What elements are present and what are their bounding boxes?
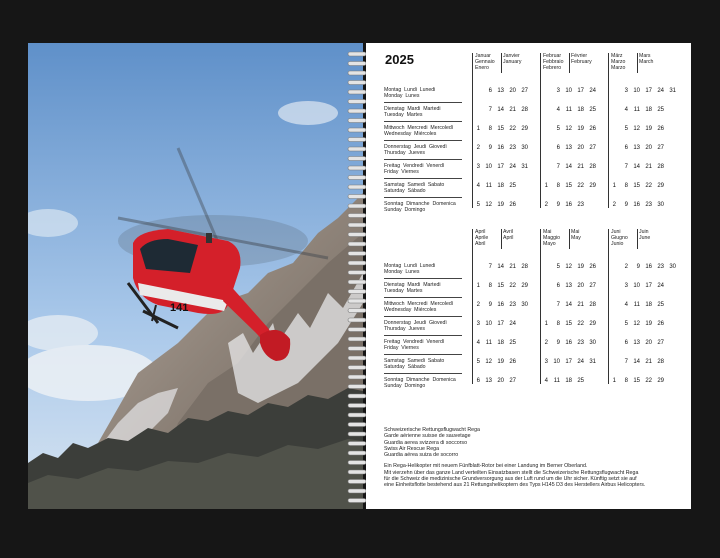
day-number: 28 xyxy=(657,359,664,365)
day-number: 21 xyxy=(645,164,652,170)
day-number: 30 xyxy=(521,302,528,308)
day-number: 2 xyxy=(612,202,616,208)
day-number: 26 xyxy=(589,264,596,270)
day-number: 27 xyxy=(509,378,516,384)
day-number: 13 xyxy=(633,145,640,151)
spiral-ring xyxy=(348,195,366,199)
day-number: 29 xyxy=(589,183,596,189)
day-number: 13 xyxy=(497,88,504,94)
day-number: 26 xyxy=(589,126,596,132)
month-name: Februar Febbraio Febrero xyxy=(543,53,564,71)
month-name: Mai Maggio Mayo xyxy=(543,229,561,247)
weekday-label: Samstag Samedi Sabato Saturday Sábado xyxy=(384,182,445,194)
day-number: 27 xyxy=(589,145,596,151)
day-number: 25 xyxy=(657,302,664,308)
spiral-ring xyxy=(348,451,366,455)
spiral-ring xyxy=(348,176,366,180)
day-number: 24 xyxy=(657,283,664,289)
weekday-label: Montag Lundi Lunedi Monday Lunes xyxy=(384,263,436,275)
day-number: 24 xyxy=(657,88,664,94)
spiral-ring xyxy=(348,404,366,408)
spiral-ring xyxy=(348,299,366,303)
day-number: 12 xyxy=(565,264,572,270)
day-number: 8 xyxy=(488,283,492,289)
day-number: 4 xyxy=(544,378,548,384)
row-divider xyxy=(384,354,462,355)
day-number: 26 xyxy=(509,202,516,208)
spiral-ring xyxy=(348,328,366,332)
day-number: 10 xyxy=(565,88,572,94)
weekday-label: Dienstag Mardi Martedi Tuesday Martes xyxy=(384,282,441,294)
month-separator xyxy=(569,229,570,249)
day-number: 8 xyxy=(624,378,628,384)
day-number: 7 xyxy=(488,264,492,270)
spiral-ring xyxy=(348,280,366,284)
day-number: 4 xyxy=(624,107,628,113)
day-number: 28 xyxy=(521,107,528,113)
day-number: 2 xyxy=(544,340,548,346)
day-number: 25 xyxy=(509,183,516,189)
weekday-label: Montag Lundi Lunedi Monday Lunes xyxy=(384,87,436,99)
day-number: 19 xyxy=(497,202,504,208)
day-number: 18 xyxy=(577,107,584,113)
day-number: 15 xyxy=(565,321,572,327)
day-number: 8 xyxy=(556,183,560,189)
spiral-ring xyxy=(348,470,366,474)
day-number: 7 xyxy=(556,164,560,170)
spiral-ring xyxy=(348,480,366,484)
day-number: 5 xyxy=(556,264,560,270)
spiral-ring xyxy=(348,489,366,493)
calendar-year: 2025 xyxy=(385,52,414,67)
month-separator xyxy=(501,53,502,73)
day-number: 10 xyxy=(633,283,640,289)
spiral-ring xyxy=(348,185,366,189)
day-number: 5 xyxy=(624,321,628,327)
row-divider xyxy=(384,278,462,279)
spiral-ring xyxy=(348,81,366,85)
day-number: 8 xyxy=(624,183,628,189)
month-name: April Aprile Abril xyxy=(475,229,489,247)
caption-line: Swiss Air Rescue Rega xyxy=(384,445,440,452)
spiral-ring xyxy=(348,157,366,161)
spiral-ring xyxy=(348,204,366,208)
month-separator xyxy=(637,229,638,249)
spiral-ring xyxy=(348,318,366,322)
spiral-ring xyxy=(348,309,366,313)
spiral-ring xyxy=(348,119,366,123)
day-number: 1 xyxy=(544,183,548,189)
day-number: 28 xyxy=(589,164,596,170)
day-number: 10 xyxy=(485,164,492,170)
day-number: 14 xyxy=(497,264,504,270)
day-number: 29 xyxy=(521,126,528,132)
day-number: 9 xyxy=(556,202,560,208)
day-number: 5 xyxy=(476,359,480,365)
helicopter-marking: 141 xyxy=(170,302,189,314)
day-number: 15 xyxy=(633,183,640,189)
day-number: 16 xyxy=(497,302,504,308)
weekday-label: Freitag Vendredi Venerdì Friday Viernes xyxy=(384,163,445,175)
day-number: 29 xyxy=(521,283,528,289)
day-number: 2 xyxy=(476,145,480,151)
month-separator xyxy=(637,53,638,73)
weekday-label: Mittwoch Mercredi Mercoledì Wednesday Miércoles xyxy=(384,125,454,137)
row-divider xyxy=(384,373,462,374)
day-number: 20 xyxy=(645,145,652,151)
caption xyxy=(384,427,645,489)
weekday-label: Samstag Samedi Sabato Saturday Sábado xyxy=(384,358,445,370)
day-number: 6 xyxy=(556,283,560,289)
spiral-ring xyxy=(348,233,366,237)
day-number: 23 xyxy=(645,202,652,208)
month-name: Januar Gennaio Enero xyxy=(475,53,495,71)
spiral-ring xyxy=(348,356,366,360)
day-number: 23 xyxy=(577,202,584,208)
spiral-ring xyxy=(348,413,366,417)
day-number: 11 xyxy=(485,340,492,346)
row-divider xyxy=(384,102,462,103)
day-number: 3 xyxy=(544,359,548,365)
spiral-ring xyxy=(348,290,366,294)
day-number: 13 xyxy=(565,283,572,289)
day-number: 23 xyxy=(577,340,584,346)
day-number: 3 xyxy=(476,321,480,327)
day-number: 20 xyxy=(645,340,652,346)
day-number: 11 xyxy=(565,107,572,113)
day-number: 5 xyxy=(556,126,560,132)
day-number: 17 xyxy=(497,321,504,327)
day-number: 13 xyxy=(485,378,492,384)
day-number: 15 xyxy=(565,183,572,189)
day-number: 24 xyxy=(509,164,516,170)
day-number: 17 xyxy=(565,359,572,365)
cloud xyxy=(278,101,338,125)
day-number: 22 xyxy=(509,283,516,289)
weekday-label: Sonntag Dimanche Domenica Sunday Domingo xyxy=(384,377,456,389)
day-number: 26 xyxy=(657,321,664,327)
spiral-ring xyxy=(348,375,366,379)
caption-line: Guardia aerea svizzera di soccorso xyxy=(384,439,468,446)
row-divider xyxy=(384,316,462,317)
month-name: Mars March xyxy=(639,53,654,65)
day-number: 16 xyxy=(497,145,504,151)
day-number: 30 xyxy=(589,340,596,346)
day-number: 1 xyxy=(612,378,616,384)
row-divider xyxy=(384,121,462,122)
month-name: Avril April xyxy=(503,229,514,241)
spiral-ring xyxy=(348,214,366,218)
day-number: 11 xyxy=(633,302,640,308)
day-number: 6 xyxy=(624,145,628,151)
spiral-ring xyxy=(348,166,366,170)
day-number: 9 xyxy=(488,302,492,308)
day-number: 25 xyxy=(589,107,596,113)
spiral-ring xyxy=(348,128,366,132)
spiral-ring xyxy=(348,442,366,446)
month-name: Juin June xyxy=(639,229,651,241)
day-number: 27 xyxy=(657,145,664,151)
row-divider xyxy=(384,335,462,336)
photo-page xyxy=(28,43,363,509)
day-number: 22 xyxy=(509,126,516,132)
day-number: 4 xyxy=(556,107,560,113)
day-number: 16 xyxy=(565,202,572,208)
day-number: 16 xyxy=(633,202,640,208)
weekday-label: Donnerstag Jeudi Giovedì Thursday Jueves xyxy=(384,144,447,156)
day-number: 15 xyxy=(497,283,504,289)
day-number: 17 xyxy=(645,88,652,94)
day-number: 14 xyxy=(565,164,572,170)
day-number: 6 xyxy=(556,145,560,151)
day-number: 9 xyxy=(556,340,560,346)
day-number: 16 xyxy=(565,340,572,346)
spiral-ring xyxy=(348,242,366,246)
day-number: 7 xyxy=(624,164,628,170)
day-number: 13 xyxy=(565,145,572,151)
day-number: 11 xyxy=(633,107,640,113)
caption-paragraph: eine Einheitsflotte bestehend aus 21 Rettungshelikoptern des Typs H145 D3 des Herstellers Airbus Helicopters. xyxy=(384,482,646,489)
day-number: 23 xyxy=(509,302,516,308)
day-number: 29 xyxy=(657,183,664,189)
caption-paragraph: Ein Rega-Helikopter mit neuem Fünfblatt-Rotor bei einer Landung im Berner Oberland. xyxy=(384,463,588,470)
spiral-ring xyxy=(348,337,366,341)
day-number: 19 xyxy=(577,264,584,270)
helicopter-photo xyxy=(28,43,363,509)
day-number: 5 xyxy=(476,202,480,208)
day-number: 24 xyxy=(509,321,516,327)
day-number: 10 xyxy=(633,88,640,94)
day-number: 19 xyxy=(497,359,504,365)
spiral-ring xyxy=(348,261,366,265)
day-number: 26 xyxy=(657,126,664,132)
day-number: 31 xyxy=(669,88,676,94)
day-number: 1 xyxy=(476,283,480,289)
day-number: 31 xyxy=(521,164,528,170)
day-number: 22 xyxy=(645,378,652,384)
day-number: 22 xyxy=(577,183,584,189)
day-number: 30 xyxy=(521,145,528,151)
spiral-ring xyxy=(348,147,366,151)
caption-line: Garde aérienne suisse de sauvetage xyxy=(384,433,471,440)
spiral-ring xyxy=(348,90,366,94)
spiral-ring xyxy=(348,252,366,256)
day-number: 2 xyxy=(476,302,480,308)
day-number: 17 xyxy=(497,164,504,170)
day-number: 29 xyxy=(589,321,596,327)
day-number: 27 xyxy=(521,88,528,94)
day-number: 24 xyxy=(589,88,596,94)
weekday-label: Sonntag Dimanche Domenica Sunday Domingo xyxy=(384,201,456,213)
spiral-ring xyxy=(348,109,366,113)
day-number: 22 xyxy=(645,183,652,189)
day-number: 31 xyxy=(589,359,596,365)
day-number: 8 xyxy=(488,126,492,132)
day-number: 5 xyxy=(624,126,628,132)
day-number: 25 xyxy=(577,378,584,384)
day-number: 18 xyxy=(497,183,504,189)
caption-paragraph: für die Schweiz die medizinische Grundversorgung aus der Luft rund um die Uhr sicher. Künftig setzt sie auf xyxy=(384,476,637,483)
day-number: 18 xyxy=(565,378,572,384)
day-number: 21 xyxy=(509,264,516,270)
day-number: 19 xyxy=(645,126,652,132)
day-number: 10 xyxy=(553,359,560,365)
day-number: 10 xyxy=(485,321,492,327)
month-name: März Marzo Marzo xyxy=(611,53,626,71)
day-number: 28 xyxy=(521,264,528,270)
day-number: 14 xyxy=(565,302,572,308)
spiral-ring xyxy=(348,271,366,275)
day-number: 21 xyxy=(577,164,584,170)
spiral-ring xyxy=(348,71,366,75)
spiral-ring xyxy=(348,423,366,427)
day-number: 26 xyxy=(509,359,516,365)
day-number: 29 xyxy=(657,378,664,384)
day-number: 24 xyxy=(577,359,584,365)
day-number: 30 xyxy=(669,264,676,270)
spiral-ring xyxy=(348,461,366,465)
month-name: Janvier January xyxy=(503,53,522,65)
spiral-ring xyxy=(348,394,366,398)
weekday-label: Donnerstag Jeudi Giovedì Thursday Jueves xyxy=(384,320,447,332)
spiral-ring xyxy=(348,52,366,56)
day-number: 1 xyxy=(476,126,480,132)
month-name: Juni Giugno Junio xyxy=(611,229,628,247)
day-number: 30 xyxy=(657,202,664,208)
spiral-ring xyxy=(348,62,366,66)
caption-line: Schweizerische Rettungsflugwacht Rega xyxy=(384,427,480,433)
day-number: 15 xyxy=(633,378,640,384)
day-number: 28 xyxy=(589,302,596,308)
day-number: 18 xyxy=(645,107,652,113)
day-number: 22 xyxy=(577,321,584,327)
month-separator xyxy=(501,229,502,249)
day-number: 12 xyxy=(633,321,640,327)
spiral-ring xyxy=(348,138,366,142)
day-number: 1 xyxy=(544,321,548,327)
day-number: 21 xyxy=(577,302,584,308)
day-number: 7 xyxy=(556,302,560,308)
day-number: 3 xyxy=(624,88,628,94)
spiral-ring xyxy=(348,100,366,104)
day-number: 18 xyxy=(645,302,652,308)
spiral-binding xyxy=(346,48,368,508)
calendar-page xyxy=(366,43,691,509)
day-number: 4 xyxy=(476,183,480,189)
weekday-label: Mittwoch Mercredi Mercoledì Wednesday Miércoles xyxy=(384,301,454,313)
day-number: 12 xyxy=(485,202,492,208)
caption-paragraph: Mit vierzehn über das ganze Land verteilten Einsatzbasen stellt die Schweizerische Rettungsflugwacht Rega xyxy=(384,469,639,476)
day-number: 14 xyxy=(633,164,640,170)
month-name: Février February xyxy=(571,53,592,65)
day-number: 1 xyxy=(612,183,616,189)
day-number: 19 xyxy=(577,126,584,132)
day-number: 3 xyxy=(556,88,560,94)
month-separator xyxy=(608,229,609,384)
day-number: 7 xyxy=(488,107,492,113)
day-number: 4 xyxy=(476,340,480,346)
day-number: 11 xyxy=(485,183,492,189)
day-number: 12 xyxy=(565,126,572,132)
day-number: 17 xyxy=(645,283,652,289)
day-number: 27 xyxy=(589,283,596,289)
spiral-ring xyxy=(348,223,366,227)
spiral-ring xyxy=(348,385,366,389)
day-number: 3 xyxy=(476,164,480,170)
day-number: 4 xyxy=(624,302,628,308)
day-number: 20 xyxy=(577,145,584,151)
day-number: 21 xyxy=(509,107,516,113)
day-number: 23 xyxy=(657,264,664,270)
day-number: 15 xyxy=(497,126,504,132)
day-number: 25 xyxy=(657,107,664,113)
day-number: 23 xyxy=(509,145,516,151)
day-number: 16 xyxy=(645,264,652,270)
day-number: 20 xyxy=(509,88,516,94)
day-number: 9 xyxy=(488,145,492,151)
day-number: 9 xyxy=(636,264,640,270)
day-number: 21 xyxy=(645,359,652,365)
day-number: 14 xyxy=(633,359,640,365)
day-number: 12 xyxy=(485,359,492,365)
row-divider xyxy=(384,159,462,160)
month-name: Mai May xyxy=(571,229,581,241)
day-number: 6 xyxy=(488,88,492,94)
day-number: 20 xyxy=(497,378,504,384)
day-number: 7 xyxy=(624,359,628,365)
month-separator xyxy=(569,53,570,73)
day-number: 28 xyxy=(657,164,664,170)
spiral-ring xyxy=(348,499,366,503)
day-number: 25 xyxy=(509,340,516,346)
row-divider xyxy=(384,297,462,298)
day-number: 6 xyxy=(476,378,480,384)
day-number: 11 xyxy=(553,378,560,384)
day-number: 19 xyxy=(645,321,652,327)
row-divider xyxy=(384,178,462,179)
spiral-ring xyxy=(348,366,366,370)
spiral-ring xyxy=(348,432,366,436)
day-number: 8 xyxy=(556,321,560,327)
day-number: 14 xyxy=(497,107,504,113)
day-number: 9 xyxy=(624,202,628,208)
day-number: 12 xyxy=(633,126,640,132)
day-number: 3 xyxy=(624,283,628,289)
day-number: 18 xyxy=(497,340,504,346)
day-number: 2 xyxy=(544,202,548,208)
row-divider xyxy=(384,197,462,198)
day-number: 2 xyxy=(624,264,628,270)
row-divider xyxy=(384,140,462,141)
day-number: 6 xyxy=(624,340,628,346)
weekday-label: Dienstag Mardi Martedi Tuesday Martes xyxy=(384,106,441,118)
day-number: 17 xyxy=(577,88,584,94)
spiral-ring xyxy=(348,347,366,351)
caption-line: Guardia aérea suiza de socorro xyxy=(384,452,459,459)
day-number: 20 xyxy=(577,283,584,289)
day-number: 13 xyxy=(633,340,640,346)
day-number: 27 xyxy=(657,340,664,346)
weekday-label: Freitag Vendredi Venerdì Friday Viernes xyxy=(384,339,445,351)
